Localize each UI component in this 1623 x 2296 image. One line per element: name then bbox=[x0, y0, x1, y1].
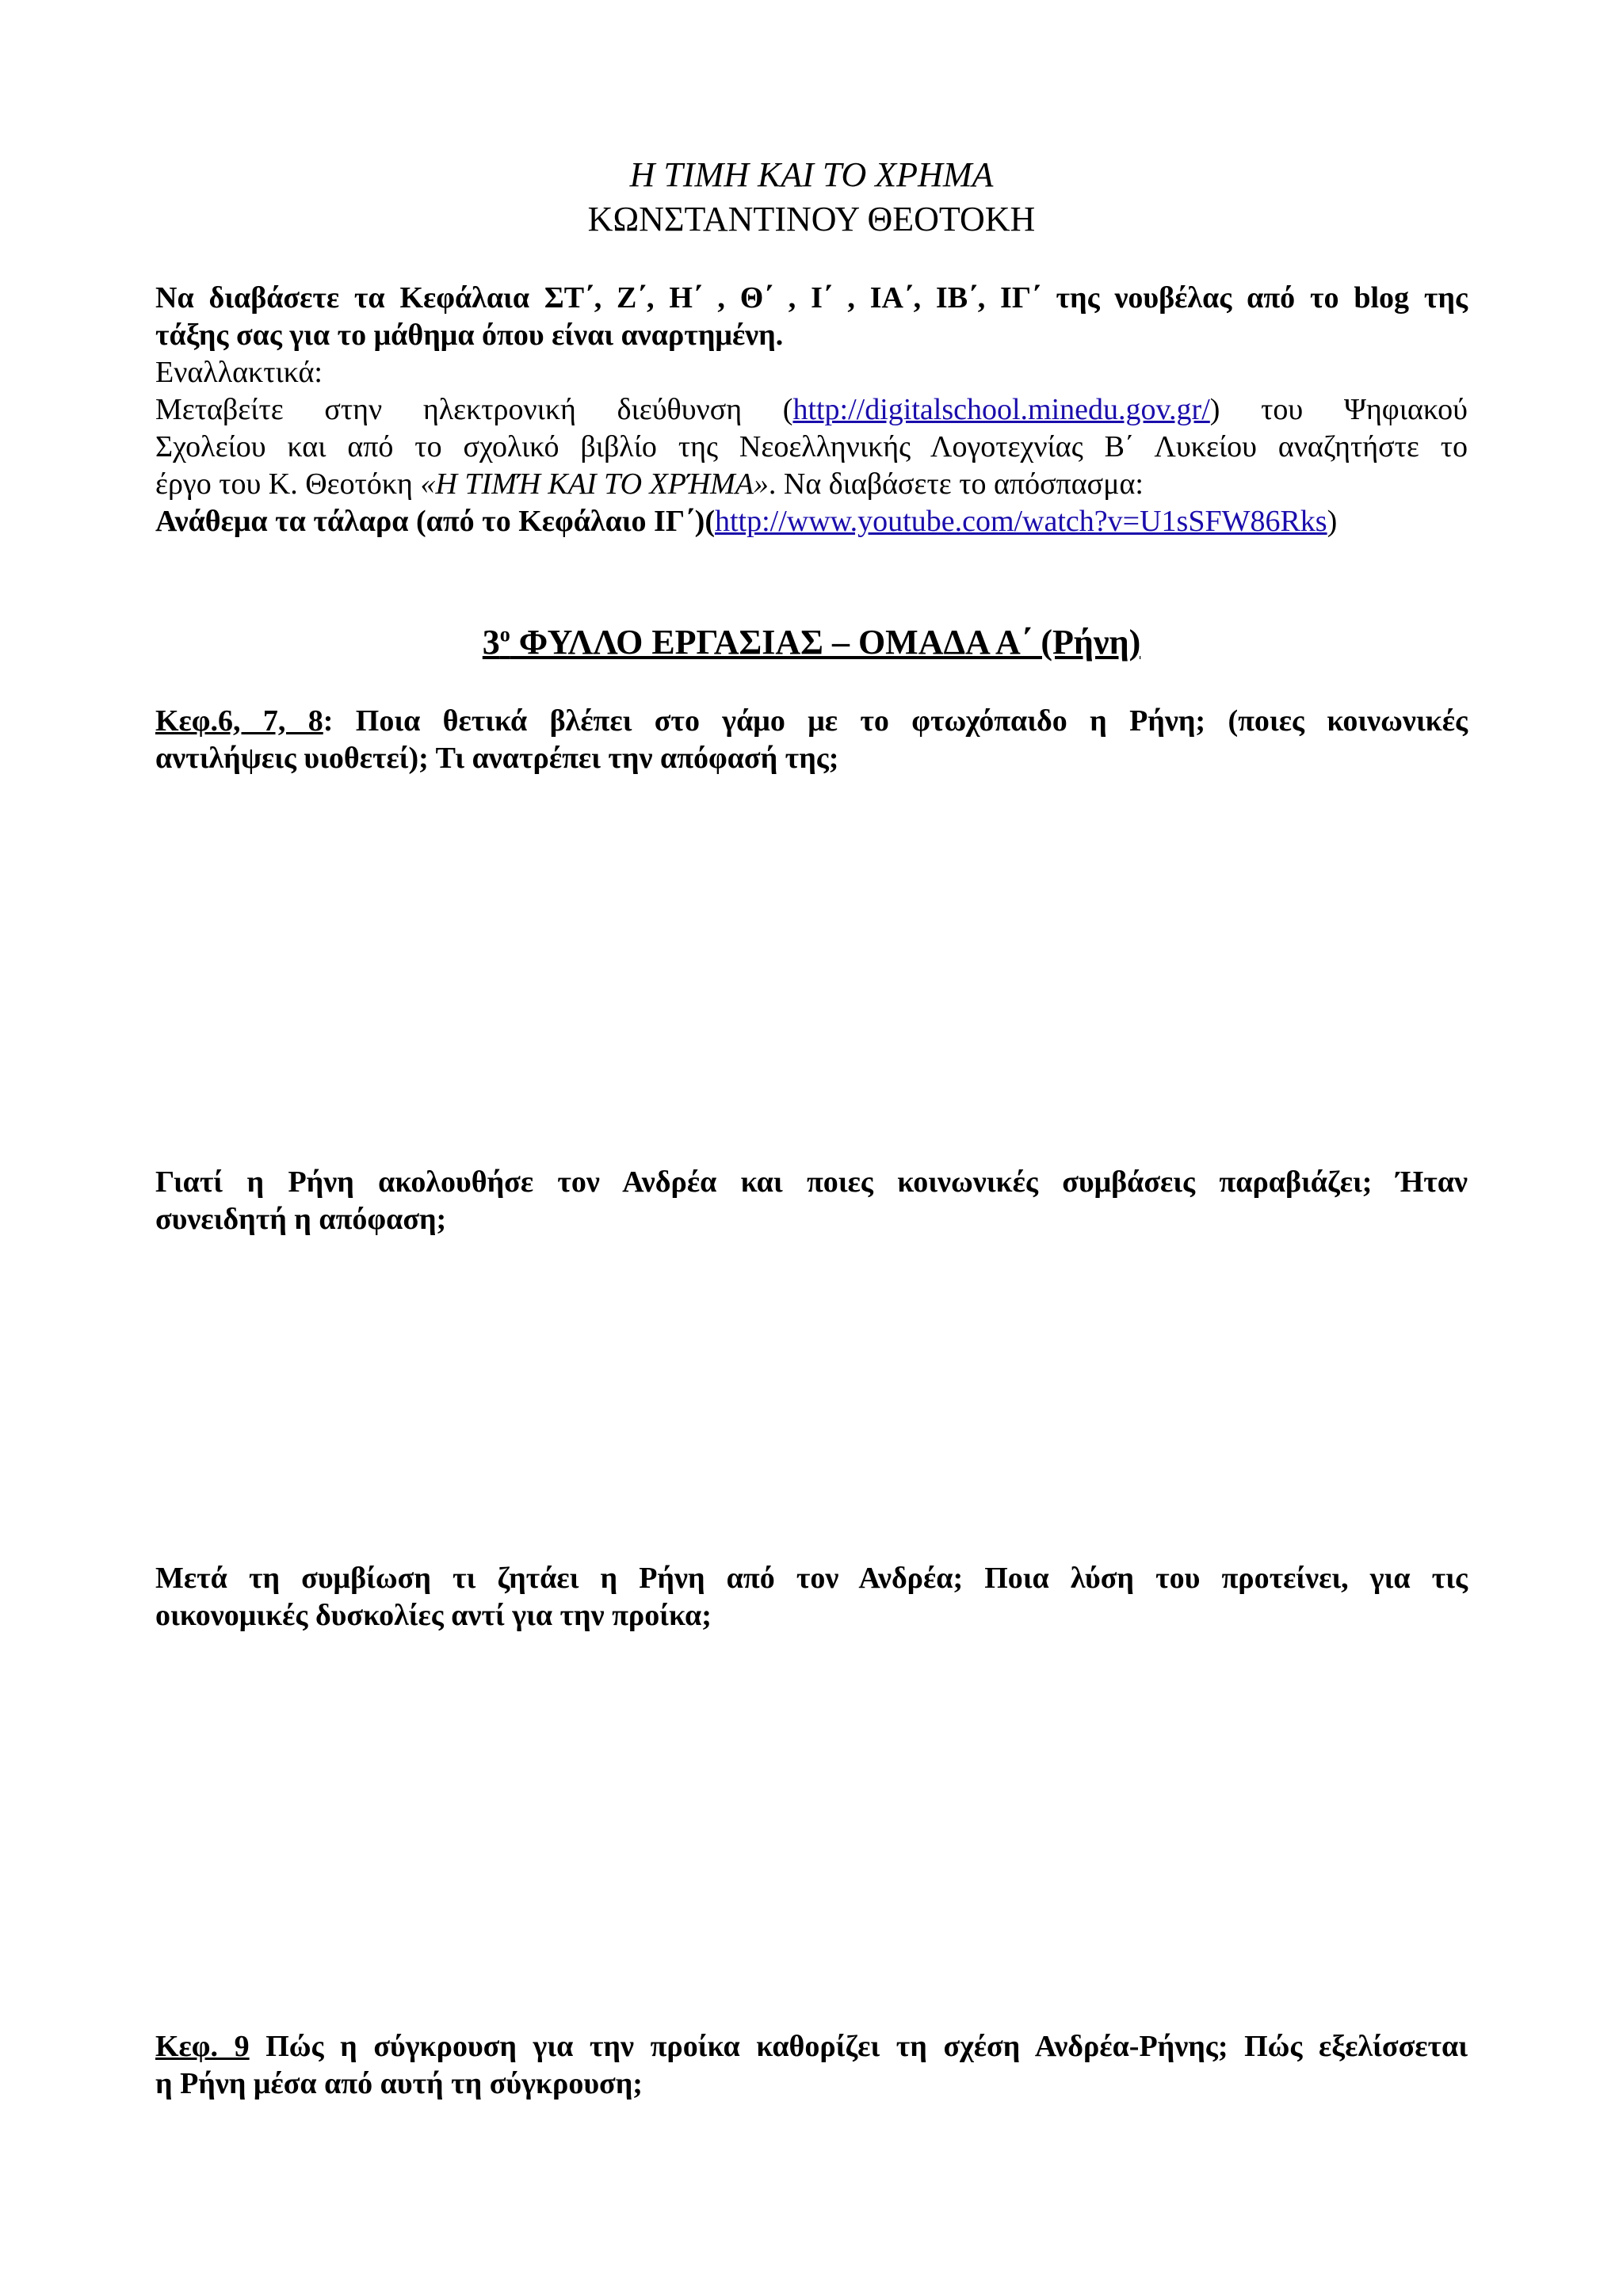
instruction-main-line-2: τάξης σας για το μάθημα όπου είναι αναρτημένη. bbox=[155, 318, 784, 352]
question-4-chapter-ref: Κεφ. 9 bbox=[155, 2030, 250, 2063]
worksheet-number: 3 bbox=[482, 623, 500, 662]
alternative-text-continued: ) του Ψηφιακού bbox=[1209, 393, 1468, 426]
alternative-text: Μεταβείτε στην ηλεκτρονική διεύθυνση ( bbox=[155, 393, 793, 426]
question-2-line-1: Γιατί η Ρήνη ακολουθήσε τον Ανδρέα και ποιες κοινωνικές συμβάσεις παραβιάζει; Ήταν bbox=[155, 1165, 1468, 1199]
alternative-line-3-end: . Να διαβάσετε το απόσπασμα: bbox=[768, 467, 1144, 501]
question-3-line-2: οικονομικές δυσκολίες αντί για την προίκα; bbox=[155, 1599, 712, 1632]
question-1 bbox=[155, 703, 1468, 777]
youtube-link[interactable]: http://www.youtube.com/watch?v=U1sSFW86Rks bbox=[715, 505, 1327, 538]
question-1-text: : Ποια θετικά βλέπει στο γάμο με το φτωχόπαιδο η Ρήνη; (ποιες κοινωνικές bbox=[323, 704, 1468, 738]
worksheet-title-text: ΦΥΛΛΟ ΕΡΓΑΣΙΑΣ – ΟΜΑΔΑ Α΄ (Ρήνη) bbox=[510, 623, 1141, 662]
alternative-line-1 bbox=[155, 391, 1468, 429]
question-1-line-1 bbox=[155, 703, 1468, 740]
worksheet-number-superscript: ο bbox=[499, 623, 510, 646]
excerpt-label: Ανάθεμα τα τάλαρα (από το Κεφάλαιο ΙΓ΄)( bbox=[155, 505, 715, 538]
question-1-chapter-ref: Κεφ.6, 7, 8 bbox=[155, 704, 323, 738]
question-2 bbox=[155, 1164, 1468, 1238]
question-3-line-1: Μετά τη συμβίωση τι ζητάει η Ρήνη από τον Ανδρέα; Ποια λύση του προτείνει, για τις bbox=[155, 1562, 1468, 1595]
question-2-line-2: συνειδητή η απόφαση; bbox=[155, 1203, 447, 1236]
instruction-main-line-1: Να διαβάσετε τα Κεφάλαια ΣΤ΄, Ζ΄, Η΄ , Θ΄ , Ι΄ , ΙΑ΄, ΙΒ΄, ΙΓ΄ της νουβέλας από το blog της bbox=[155, 281, 1468, 315]
question-1-line-2: αντιλήψεις υιοθετεί); Τι ανατρέπει την απόφασή της; bbox=[155, 742, 839, 775]
worksheet-title bbox=[0, 620, 1623, 665]
reading-instructions bbox=[155, 280, 1468, 540]
alternative-line-3 bbox=[155, 466, 1468, 503]
question-4-line-2: η Ρήνη μέσα από αυτή τη σύγκρουση; bbox=[155, 2067, 643, 2100]
question-4-line-1 bbox=[155, 2028, 1468, 2065]
question-4-text: Πώς η σύγκρουση για την προίκα καθορίζει τη σχέση Ανδρέα-Ρήνης; Πώς εξελίσσεται bbox=[249, 2030, 1468, 2063]
excerpt-line bbox=[155, 503, 1468, 540]
digitalschool-link[interactable]: http://digitalschool.minedu.gov.gr/ bbox=[792, 393, 1210, 426]
alternative-label: Εναλλακτικά: bbox=[155, 356, 323, 389]
document-author: ΚΩΝΣΤΑΝΤΙΝΟΥ ΘΕΟΤΟΚΗ bbox=[587, 200, 1036, 238]
alternative-book-prefix: έργο του Κ. Θεοτόκη bbox=[155, 467, 421, 501]
question-4 bbox=[155, 2028, 1468, 2103]
alternative-line-2: Σχολείου και από το σχολικό βιβλίο της Νεοελληνικής Λογοτεχνίας Β΄ Λυκείου αναζητήστε το bbox=[155, 430, 1468, 463]
book-title: «Η ΤΙΜΉ ΚΑΙ ΤΟ ΧΡΉΜΑ» bbox=[420, 467, 769, 501]
question-3 bbox=[155, 1560, 1468, 1634]
document-title: Η ΤΙΜΗ ΚΑΙ ΤΟ ΧΡΗΜΑ bbox=[629, 155, 994, 194]
excerpt-close: ) bbox=[1327, 505, 1338, 538]
